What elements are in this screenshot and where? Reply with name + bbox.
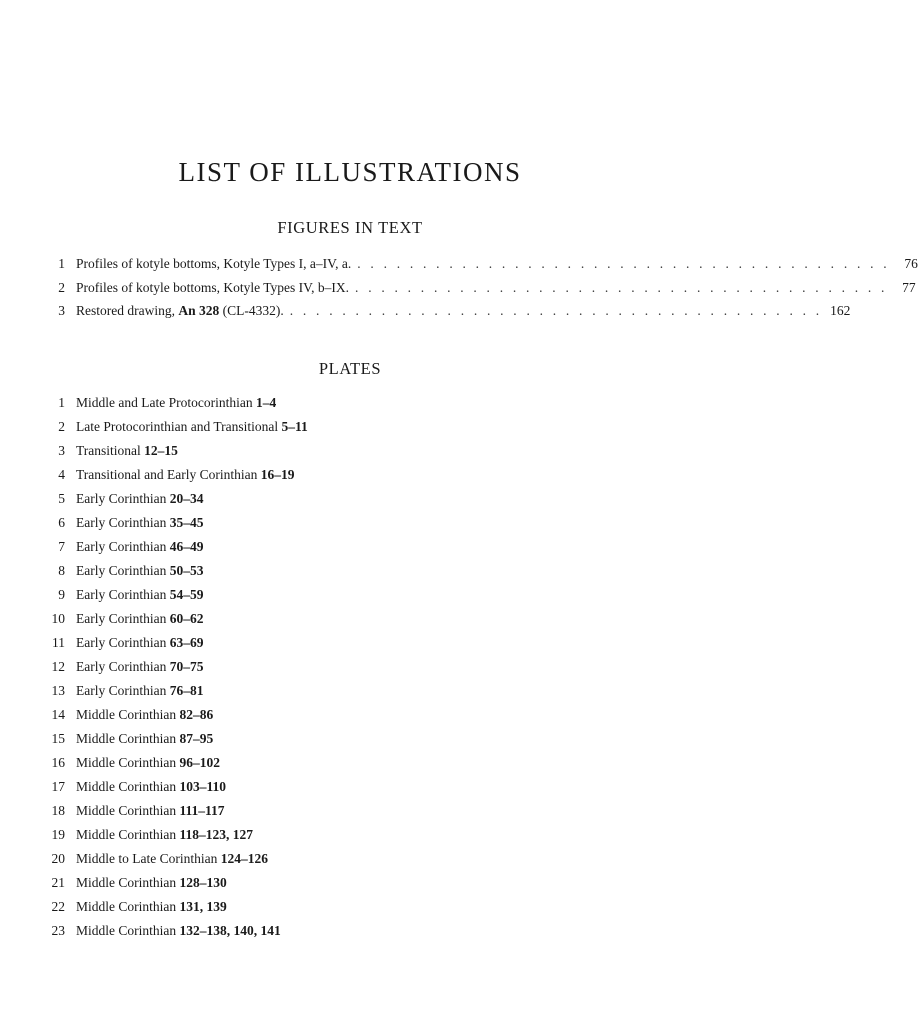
plate-entry — [0, 895, 714, 919]
catalogue-numbers: 60–62 — [169, 611, 204, 626]
plate-entry — [0, 655, 714, 679]
plate-description: Middle and Late Protocorinthian 1–4 — [76, 395, 277, 410]
plate-description: Early Corinthian 70–75 — [76, 659, 204, 674]
catalogue-numbers: 50–53 — [169, 563, 204, 578]
plate-entry — [0, 631, 714, 655]
catalogue-numbers: 1–4 — [255, 395, 277, 410]
page-title: LIST OF ILLUSTRATIONS — [178, 157, 522, 187]
plate-number: 2 — [58, 419, 65, 434]
plate-number: 7 — [58, 539, 65, 554]
catalogue-numbers: 46–49 — [169, 539, 204, 554]
plate-description: Middle Corinthian 131, 139 — [76, 899, 227, 914]
plates-list — [0, 391, 714, 943]
plate-entry — [0, 847, 714, 871]
plate-entry — [0, 439, 714, 463]
catalogue-numbers: 118–123, 127 — [179, 827, 254, 842]
plate-description: Early Corinthian 20–34 — [76, 491, 204, 506]
catalogue-numbers: 5–11 — [281, 419, 308, 434]
plate-entry — [0, 727, 714, 751]
plate-entry — [0, 415, 714, 439]
catalogue-numbers: 76–81 — [169, 683, 204, 698]
catalogue-numbers: 54–59 — [169, 587, 204, 602]
catalogue-numbers: 111–117 — [179, 803, 225, 818]
plate-number: 13 — [51, 683, 65, 698]
figure-caption: Profiles of kotyle bottoms, Kotyle Types I, a–IV, a. — [76, 256, 352, 271]
plate-number: 18 — [51, 803, 65, 818]
plate-number: 22 — [51, 899, 65, 914]
figure-page-number: 77 — [902, 279, 916, 295]
catalogue-numbers: 124–126 — [220, 851, 268, 866]
plate-entry — [0, 607, 714, 631]
catalogue-numbers: 35–45 — [169, 515, 204, 530]
plate-number: 21 — [51, 875, 65, 890]
plate-description: Late Protocorinthian and Transitional 5–11 — [76, 419, 308, 434]
catalogue-numbers: 70–75 — [169, 659, 204, 674]
plate-description: Early Corinthian 54–59 — [76, 587, 204, 602]
figure-entry — [0, 276, 916, 300]
plate-number: 9 — [58, 587, 65, 602]
figure-caption: Restored drawing, An 328 (CL-4332). — [76, 303, 284, 318]
plate-number: 12 — [51, 659, 65, 674]
plate-description: Middle Corinthian 111–117 — [76, 803, 225, 818]
dot-leader: . . . . . . . . . . . . . . . . . . . . . . . . . . . . . . . . . . . . . . . . . — [289, 303, 823, 318]
plate-entry — [0, 775, 714, 799]
catalogue-numbers: 131, 139 — [179, 899, 227, 914]
plates-heading: PLATES — [318, 359, 382, 378]
figure-page-number: 76 — [904, 256, 918, 271]
catalogue-numbers: 63–69 — [169, 635, 204, 650]
plate-entry — [0, 871, 714, 895]
plate-description: Early Corinthian 76–81 — [76, 683, 204, 698]
plate-number: 10 — [51, 611, 65, 626]
plate-description: Early Corinthian 63–69 — [76, 635, 204, 650]
plate-number: 17 — [51, 779, 65, 794]
figure-number: 3 — [58, 303, 65, 318]
plate-number: 20 — [51, 851, 65, 866]
plate-entry — [0, 463, 714, 487]
plate-description: Transitional 12–15 — [76, 443, 178, 458]
plate-number: 8 — [58, 563, 65, 578]
plate-number: 14 — [51, 707, 65, 722]
plate-entry — [0, 535, 714, 559]
plate-entry — [0, 751, 714, 775]
plate-description: Early Corinthian 35–45 — [76, 515, 204, 530]
plate-entry — [0, 799, 714, 823]
plate-description: Middle to Late Corinthian 124–126 — [76, 851, 268, 866]
plate-description: Middle Corinthian 82–86 — [76, 707, 214, 722]
plate-number: 23 — [51, 923, 65, 938]
plate-entry — [0, 679, 714, 703]
plate-number: 19 — [51, 827, 65, 842]
plate-description: Middle Corinthian 132–138, 140, 141 — [76, 923, 281, 938]
catalogue-numbers: 12–15 — [144, 443, 178, 458]
plate-number: 5 — [58, 491, 65, 506]
catalogue-numbers: 87–95 — [179, 731, 214, 746]
plate-entry — [0, 511, 714, 535]
plate-entry — [0, 487, 714, 511]
plate-description: Early Corinthian 60–62 — [76, 611, 204, 626]
plate-entry — [0, 391, 714, 415]
catalogue-numbers: 128–130 — [179, 875, 227, 890]
figure-page-number: 162 — [830, 303, 851, 318]
catalogue-numbers: 103–110 — [179, 779, 227, 794]
plate-description: Middle Corinthian 103–110 — [76, 779, 227, 794]
figures-list — [0, 252, 918, 323]
figure-entry — [0, 252, 918, 276]
figures-heading: FIGURES IN TEXT — [277, 218, 423, 237]
plate-description: Early Corinthian 46–49 — [76, 539, 204, 554]
figure-caption: Profiles of kotyle bottoms, Kotyle Types IV, b–IX. — [76, 279, 350, 295]
plate-number: 1 — [58, 395, 65, 410]
plate-description: Transitional and Early Corinthian 16–19 — [76, 467, 295, 482]
figure-number: 2 — [58, 279, 65, 295]
plate-description: Middle Corinthian 96–102 — [76, 755, 220, 770]
dot-leader: . . . . . . . . . . . . . . . . . . . . . . . . . . . . . . . . . . . . . . . . . — [357, 256, 890, 271]
plate-entry — [0, 823, 714, 847]
plate-entry — [0, 559, 714, 583]
plate-number: 3 — [58, 443, 65, 458]
plate-number: 16 — [51, 755, 65, 770]
catalogue-numbers: 16–19 — [260, 467, 295, 482]
catalogue-numbers: 82–86 — [179, 707, 214, 722]
plate-number: 4 — [58, 467, 65, 482]
figure-entry — [0, 299, 851, 323]
plate-description: Middle Corinthian 87–95 — [76, 731, 214, 746]
dot-leader: . . . . . . . . . . . . . . . . . . . . . . . . . . . . . . . . . . . . . . . . . — [355, 279, 888, 295]
plate-entry — [0, 919, 714, 943]
plate-entry — [0, 703, 714, 727]
plate-description: Middle Corinthian 118–123, 127 — [76, 827, 254, 842]
plate-description: Early Corinthian 50–53 — [76, 563, 204, 578]
plate-entry — [0, 583, 714, 607]
catalogue-numbers: 96–102 — [179, 755, 220, 770]
plate-number: 15 — [51, 731, 65, 746]
figure-number: 1 — [58, 256, 65, 271]
catalogue-numbers: 20–34 — [169, 491, 204, 506]
plate-description: Middle Corinthian 128–130 — [76, 875, 227, 890]
plate-number: 11 — [52, 635, 65, 650]
catalogue-numbers: 132–138, 140, 141 — [179, 923, 281, 938]
plate-number: 6 — [58, 515, 65, 530]
